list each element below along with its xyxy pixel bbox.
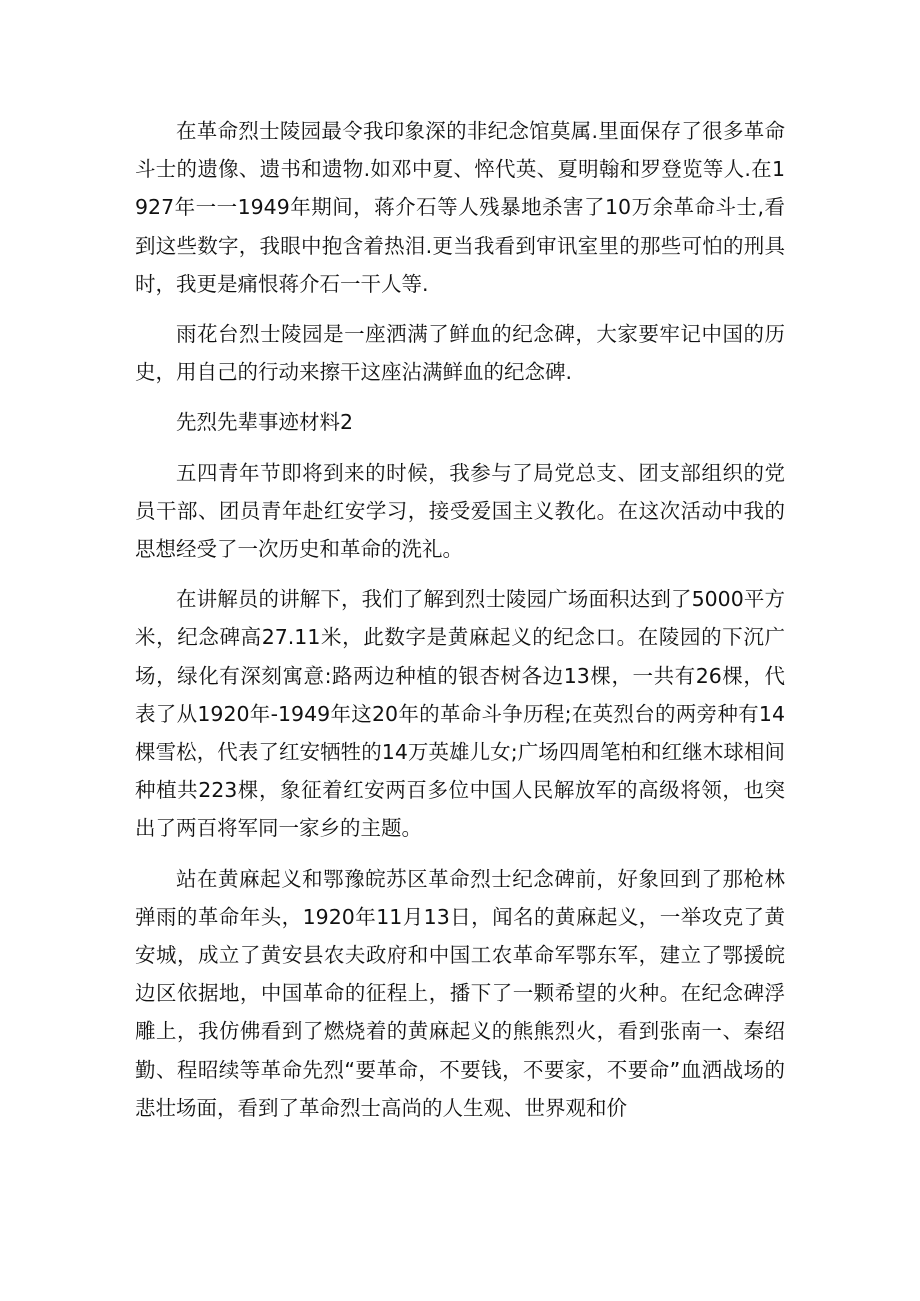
section-heading: 先烈先辈事迹材料2 (176, 410, 354, 435)
paragraph-2: 雨花台烈士陵园是一座洒满了鲜血的纪念碑，大家要牢记中国的历史，用自己的行动来擦干这座沾满鲜血的纪念碑. (135, 322, 785, 385)
paragraph-4: 在讲解员的讲解下，我们了解到烈士陵园广场面积达到了5000平方米，纪念碑高27.11米，此数字是黄麻起义的纪念口。在陵园的下沉广场，绿化有深刻寓意:路两边种植的银杏树各边13棵，一共有26棵，代表了从1920年-1949年这20年的革命斗争历程;在英烈台的两旁种有14棵雪松，代表了红安牺牲的14万英雄儿女;广场四周笔柏和红继木球相间种植共223棵，象征着红安两百多位中国人民解放军的高级将领，也突出了两百将军同一家乡的主题。 (135, 587, 785, 841)
paragraph-5: 站在黄麻起义和鄂豫皖苏区革命烈士纪念碑前，好象回到了那枪林弹雨的革命年头，1920年11月13日，闻名的黄麻起义，一举攻克了黄安城，成立了黄安县农夫政府和中国工农革命军鄂东军，建立了鄂援皖边区依据地，中国革命的征程上，播下了一颗希望的火种。在纪念碑浮雕上，我仿佛看到了燃烧着的黄麻起义的熊熊烈火，看到张南一、秦绍勤、程昭续等革命先烈“要革命，不要钱，不要家，不要命”血洒战场的悲壮场面，看到了革命烈士高尚的人生观、世界观和价 (135, 866, 785, 1120)
document-body (135, 112, 785, 1139)
paragraph-1: 在革命烈士陵园最令我印象深的非纪念馆莫属.里面保存了很多革命斗士的遗像、遗书和遗物.如邓中夏、悴代英、夏明翰和罗登览等人.在1927年一一1949年期间，蒋介石等人残暴地杀害了10万余革命斗士,看到这些数字，我眼中抱含着热泪.更当我看到审讯室里的那些可怕的刑具时，我更是痛恨蒋介石一干人等. (135, 119, 785, 296)
paragraph-3: 五四青年节即将到来的时候，我参与了局党总支、团支部组织的党员干部、团员青年赴红安学习，接受爱国主义教化。在这次活动中我的思想经受了一次历史和革命的洗礼。 (135, 460, 785, 562)
